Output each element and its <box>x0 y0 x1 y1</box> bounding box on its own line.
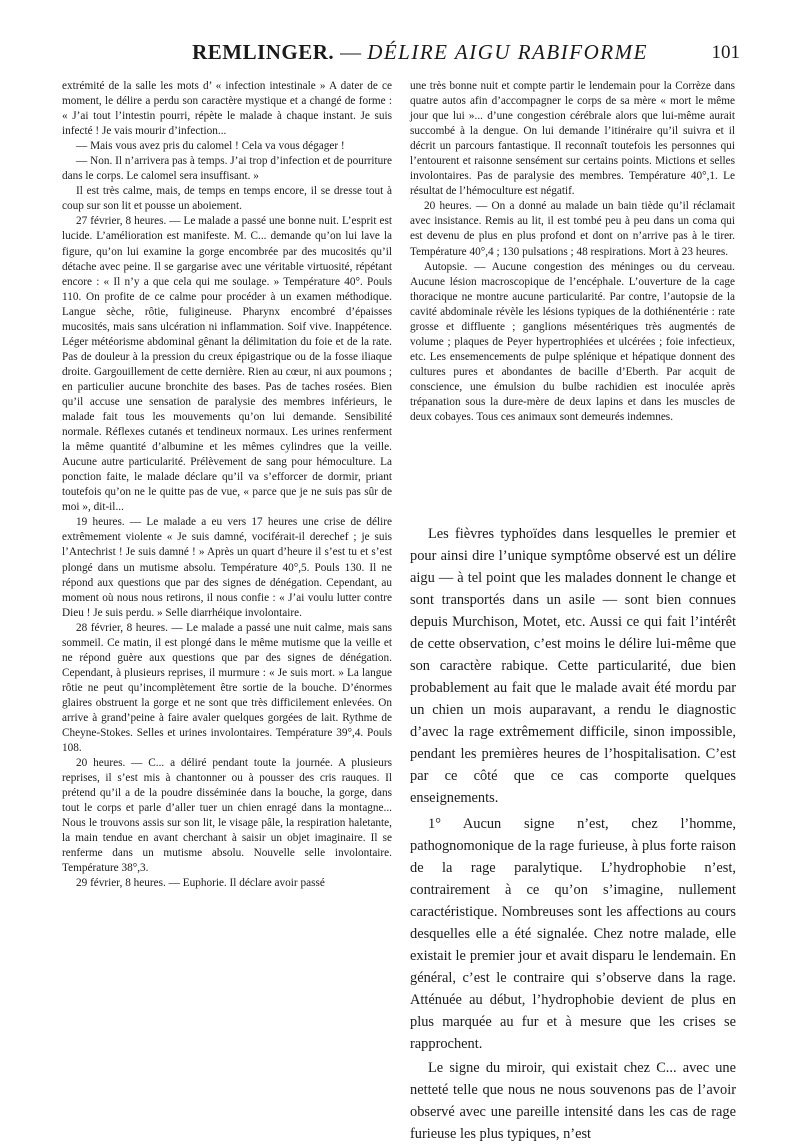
left-paragraph: — Mais vous avez pris du calomel ! Cela va vous dégager ! <box>76 140 345 153</box>
page-number: 101 <box>711 42 740 63</box>
left-paragraph: 19 heures. — Le malade a eu vers 17 heures une crise de délire extrêmement violente « Je suis damné, vociférait-il derechef ; je suis l’Antechrist ! Je suis damné ! » Après un quart d’heure il s’est tu et s’est plongé dans un mutisme absolu. Température 40°,5. Pouls 130. Il ne répond aux questions que par des signes de dénégation. Cependant, au moment où nous nous retirons, il nous confie : « J’ai voulu lutter contre Dieu ! Je suis perdu. » Selle diarrhéique involontaire. <box>62 516 392 619</box>
left-paragraph: Il est très calme, mais, de temps en temps encore, il se dresse tout à coup sur son lit et pousse un aboiement. <box>62 185 392 213</box>
running-header <box>0 40 800 70</box>
body-paragraph: Les fièvres typhoïdes dans lesquelles le premier et pour ainsi dire l’unique symptôme observé est un délire aigu — à tel point que les malades donnent le change et sont transportés dans un asile — sont bien connues depuis Murchison, Motet, etc. Aussi ce qui fait l’intérêt de cette observation, c’est moins le délire lui-même que son caractère rabique. Cette particularité, due bien probablement au fait que le malade avait été mordu par un chien un mois auparavant, a rendu le diagnostic d’avec la rage extrêmement difficile, sinon impossible, pendant les premières heures de l’hospitalisation. C’est par ce côté que ce cas comporte quelques enseignements. <box>410 526 736 806</box>
body-paragraph: Le signe du miroir, qui existait chez C... avec une netteté telle que nous ne nous souvenons pas de l’avoir observé avec une pareille intensité dans les cas de rage furieuse les plus typiques, n’est <box>410 1060 736 1142</box>
right-paragraph: Autopsie. — Aucune congestion des méninges ou du cerveau. Aucune lésion macroscopique de l’encéphale. L’ouverture de la cage thoracique ne montre aucune particularité. Par contre, l’autopsie de la cavité abdominale révèle les lésions typiques de la dothiénentérie : rate grosse et diffluente ; ganglions mésentériques très augmentés de volume ; plaques de Peyer hypertrophiées et ulcérées ; foie infectieux, etc. Les ensemencements de pulpe splénique et hépatique donnent des cultures pures et abondantes de bacille d’Eberth. Par acquit de conscience, une émulsion du bulbe rachidien est inoculée après trépanation sous la dure-mère de deux lapins et dans les muscles de deux cobayes. Tous ces animaux sont demeurés indemnes. <box>410 260 735 424</box>
left-paragraph: extrémité de la salle les mots d’ « infection intestinale » A dater de ce moment, le délire a perdu son caractère mystique et a changé de forme : « J’ai tout l’intestin pourri, répète le malade à chaque instant. Je suis infecté ! Je vais mourir d’infection... <box>62 80 392 138</box>
left-paragraph: 28 février, 8 heures. — Le malade a passé une nuit calme, mais sans sommeil. Ce matin, il est plongé dans le même mutisme que la veille et ne répond guère aux questions que par des signes de dénégation. Cependant, à plusieurs reprises, il murmure : « Je suis mort. » La langue rôtie ne peut qu’incomplètement être sortie de la bouche. D’énormes glaires obstruent la gorge et ne sont que très difficilement enlevées. On arrive à grand’peine à faire avaler quelques gorgées de lait. Rythme de Cheyne-Stokes. Selles et urines involontaires. Température 39°,4. Pouls 108. <box>62 621 392 755</box>
discussion-text <box>410 523 736 1142</box>
left-paragraph: 20 heures. — C... a déliré pendant toute la journée. A plusieurs reprises, il s’est mis à chantonner ou à pousser des cris rauques. Il prétend qu’il a de la poudre disséminée dans la bouche, la gorge, dans tout le corps et parle d’aller tuer un chien enragé dans la montagne... Nous le trouvons assis sur son lit, le visage pâle, la respiration haletante, la main tendue en avant cherchant à saisir un objet imaginaire. Il se renferme dans un mutisme absolu. Nouvelle selle involontaire. Température 38°,3. <box>62 757 392 875</box>
right-paragraph: 20 heures. — On a donné au malade un bain tiède qu’il réclamait avec insistance. Remis au lit, il est tombé peu à peu dans un coma qui est devenu de plus en plus profond et dont on n’arrive pas à le tirer. Température 40°,4 ; 130 pulsations ; 48 respirations. Mort à 23 heures. <box>410 200 735 258</box>
left-paragraph: 27 février, 8 heures. — Le malade a passé une bonne nuit. L’esprit est lucide. L’amélioration est manifeste. M. C... demande qu’on lui lave la figure, qu’on lui examine la gorge encombrée par des mucosités qu’il détache avec peine. Il se gargarise avec une véritable virtuosité, répétant encore : « Il n’y a que cela qui me soulage. » Température 40°. Pouls 110. On profite de ce calme pour procéder à un examen méthodique. Langue sèche, rôtie, fuligineuse. Pharynx encombré d’épaisses mucosités, mais sans ulcération ni inflammation. Soif vive. Inappétence. Léger météorisme abdominal gênant la délimitation du foie et de la rate. Pas de douleur à la pression du creux épigastrique ou de la fosse iliaque droite. Gargouillement de cette dernière. Rien au cœur, ni aux poumons ; en particulier aucune bronchite des bases. Pas de taches rosées. Bien qu’il accuse une sensation de paralysie des membres inférieurs, le malade fait tous les mouvements qu’on lui demande. Sensibilité normale. Réflexes cutanés et tendineux normaux. Les urines renferment la même quantité d’albumine et les mêmes cylindres que la veille. Aucune autre particularité. Prélèvement de sang pour hémoculture. La ponction faite, le malade déclare qu’il va s’efforcer de dormir, priant toutefois qu’on ne le quitte pas de vue, « parce que je ne suis pas sûr de moi », dit-il... <box>62 215 392 514</box>
running-title <box>170 40 670 65</box>
right-paragraph: une très bonne nuit et compte partir le lendemain pour la Corrèze dans quatre autos afin d’accompagner le corps de sa mère « mort le même jour que lui »... d’une congestion cérébrale alors que lui-même aurait succombé à la dengue. On lui demande l’itinéraire qu’il suivra et il décrit un parcours fantastique. Il reconnaît toutefois les personnes qui l’entourent et raisonne sensément sur certains points. Mictions et selles involontaires. Pas de paralysie des membres. Température 40°,1. Le résultat de l’hémoculture est négatif. <box>410 80 735 198</box>
right-column <box>410 79 735 519</box>
left-paragraph: 29 février, 8 heures. — Euphorie. Il déclare avoir passé <box>76 877 325 890</box>
header-work-title: DÉLIRE AIGU RABIFORME <box>367 40 648 64</box>
body-paragraph: 1° Aucun signe n’est, chez l’homme, pathognomonique de la rage furieuse, à plus forte raison de la rage paralytique. L’hydrophobie n’est, contrairement à ce qu’on s’imagine, nullement caractéristique. Nombreuses sont les affections au cours desquelles elle a été signalée. Chez notre malade, elle existait le premier jour et avait disparu le lendemain. En général, c’est le contraire qui s’observe dans la rage. Atténuée au début, l’hydrophobie devient de plus en plus marquée au fur et à mesure que les crises se rapprochent. <box>410 816 736 1052</box>
left-paragraph: — Non. Il n’arrivera pas à temps. J’ai trop d’infection et de pourriture dans le corps. Le calomel sera insuffisant. » <box>62 155 392 183</box>
header-dash: — <box>334 40 368 64</box>
left-column <box>62 79 392 1099</box>
header-author: REMLINGER. <box>192 40 335 64</box>
